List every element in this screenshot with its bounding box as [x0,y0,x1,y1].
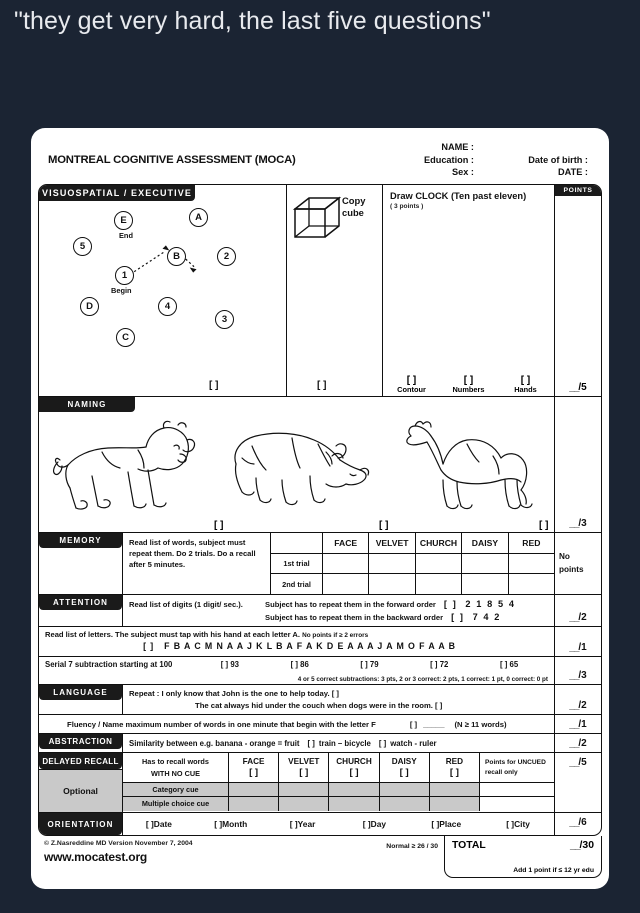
delayed-recall-word-velvet: VELVET [288,757,320,767]
attention-letters-line[interactable] [45,641,554,651]
orientation-score-value: __ /6 [569,817,586,828]
orientation-item-date[interactable] [123,819,195,829]
language-score-value: __ /2 [569,700,586,711]
clock-hands-bracket[interactable]: [ ] [520,375,531,387]
language-repeat-2[interactable]: The cat always hid under the couch when dogs were in the room. [ ] [195,701,443,711]
attention-digits-body[interactable] [123,595,555,626]
cube-icon [291,193,347,245]
category-cue-red[interactable] [430,783,480,796]
attention-backward-row[interactable] [123,612,554,622]
section-naming [39,397,601,533]
memory-trial2-velvet-cell[interactable] [369,574,415,594]
orientation-item-year[interactable] [267,819,339,829]
section-language [39,685,601,715]
footer-url[interactable]: www.mocatest.org [44,850,148,865]
memory-word-daisy: DAISY [462,533,508,553]
trail-node-E[interactable]: E [114,211,133,230]
serial-bracket-72[interactable]: [ ] [430,660,438,670]
points-header: POINTS [555,185,601,196]
serial-value-86: 86 [300,660,309,670]
delayed-recall-category-label: Category cue [123,783,229,796]
delayed-recall-velvet[interactable] [279,753,329,782]
trail-node-C[interactable]: C [116,328,135,347]
category-cue-face[interactable] [229,783,279,796]
attention-backward-text: Subject has to repeat them in the backward order [265,612,444,622]
attention-letters-body[interactable] [39,627,555,656]
trail-node-5[interactable]: 5 [73,237,92,256]
orientation-item-day[interactable] [338,819,410,829]
naming-bracket-lion[interactable]: [ ] [214,520,224,532]
section-memory [39,533,601,595]
trail-path-svg [39,185,286,396]
attention-letters-score-value: __ /1 [569,642,586,653]
language-repeat-body[interactable] [123,685,555,714]
date-field-label[interactable]: DATE : [558,167,588,178]
memory-trial1-red-cell[interactable] [509,554,554,574]
orientation-item-month[interactable] [195,819,267,829]
memory-trial1-church-cell[interactable] [416,554,462,574]
trail-end-label: End [119,231,133,241]
attention-digits-score[interactable] [555,595,601,626]
abstraction-text: Similarity between e.g. banana - orange = fruit [129,738,300,748]
delayed-recall-church[interactable] [329,753,379,782]
memory-trial1-daisy-cell[interactable] [462,554,508,574]
language-repeat-1[interactable]: Repeat : I only know that John is the one to help today. [ ] [129,689,339,699]
category-cue-spacer [480,783,554,796]
orientation-label-day: Day [370,819,387,830]
serial-value-93: 93 [230,660,239,670]
section-abstraction [39,734,601,753]
orientation-bracket-year[interactable]: [ ] [289,819,298,830]
footer-copyright: © Z.Nasreddine MD Version November 7, 2004 [44,840,193,848]
delayed-recall-optional-label: Optional [39,769,122,812]
serial-score-value: __ /3 [569,670,586,681]
name-field-label[interactable]: NAME : [441,142,474,152]
attention-letters-score[interactable] [555,627,601,656]
serial-item-72[interactable] [430,660,448,669]
naming-bracket-rhinoceros[interactable]: [ ] [379,520,389,532]
section-orientation [39,813,601,835]
memory-trial2-label: 2nd trial [271,574,323,594]
footer-normal-note: Normal ≥ 26 / 30 [386,843,438,851]
attention-forward-bracket[interactable]: [ ] [443,599,458,610]
memory-no-points-line1: No [559,552,570,562]
memory-trial2-face-cell[interactable] [323,574,369,594]
orientation-label: ORIENTATION [39,813,122,835]
clock-numbers-label: Numbers [452,385,485,395]
memory-trial1-face-cell[interactable] [323,554,369,574]
clock-contour-bracket[interactable]: [ ] [406,375,417,387]
trail-node-A[interactable]: A [189,208,208,227]
section-visuospatial [39,185,601,397]
serial-scoring-note: 4 or 5 correct subtractions: 3 pts, 2 or 3 correct: 2 pts, 1 correct: 1 pt, 0 correct: 0 pt [297,676,548,684]
multiple-cue-face[interactable] [229,797,279,811]
fluency-score-value: __ /1 [569,719,586,730]
visuospatial-label: VISUOSPATIAL / EXECUTIVE [39,185,195,201]
camel-figure [382,409,554,518]
attention-letters-sequence: F B A C M N A A J K L B A F A K D E A A A J A M O F A A B [164,641,456,652]
lion-icon [50,416,200,512]
sex-field-label[interactable]: Sex : [452,167,474,178]
attention-letters-note: No points if ≥ 2 errors [302,632,369,640]
memory-word-red: RED [522,537,541,548]
memory-trial1-label: 1st trial [271,554,323,574]
fluency-text: Fluency / Name maximum number of words in one minute that begin with the letter F [67,719,376,729]
copy-cube-area[interactable] [287,185,383,396]
rhinoceros-figure [211,409,383,518]
serial-item-93[interactable] [221,660,239,669]
clock-hands-label: Hands [514,385,537,395]
attention-forward-row[interactable] [123,599,554,609]
delayed-recall-lead [123,753,229,782]
clock-contour-label: Contour [397,385,426,395]
delayed-recall-score[interactable] [555,753,601,812]
memory-header-row [271,533,554,554]
multiple-cue-church[interactable] [329,797,379,811]
serial-item-65[interactable] [500,660,518,669]
fluency-blank[interactable]: _____ [423,719,445,729]
memory-label: MEMORY [39,533,122,548]
delayed-recall-bracket-face[interactable]: [ ] [249,767,259,779]
delayed-recall-bracket-velvet[interactable]: [ ] [299,767,309,779]
serial-row[interactable] [45,657,554,669]
delayed-recall-multiple-label: Multiple choice cue [123,797,229,811]
name-field-blank[interactable] [474,141,598,154]
points-column-visuospatial [555,185,601,396]
category-cue-velvet[interactable] [279,783,329,796]
camel-icon [393,412,543,516]
trail-node-3[interactable]: 3 [215,310,234,329]
serial-bracket-79[interactable]: [ ] [360,660,368,670]
orientation-label-year: Year [297,819,316,830]
naming-label: NAMING [39,397,135,412]
attention-forward-digits: 2 1 8 5 4 [465,599,516,610]
memory-instructions: Read list of words, subject must repeat them. Do 2 trials. Do a recall after 5 minutes. [123,533,271,594]
clock-contour-item[interactable] [383,375,440,394]
orientation-label-city: City [514,819,530,830]
abstraction-item-1: train – bicycle [318,738,371,748]
clock-numbers-bracket[interactable]: [ ] [463,375,474,387]
section-fluency [39,715,601,734]
orientation-bracket-place[interactable]: [ ] [431,819,440,830]
naming-score-value: __ /3 [569,518,586,529]
form-footer [38,836,602,878]
serial-text: Serial 7 subtraction starting at 100 [45,660,173,670]
attention-letters-text: Read list of letters. The subject must tap with his hand at each letter A. [45,630,301,640]
serial-body[interactable] [39,657,555,684]
naming-bracket-camel[interactable]: [ ] [539,520,549,532]
memory-label-cell [39,533,123,594]
delayed-recall-label-cell [39,753,123,812]
total-box[interactable] [444,836,602,878]
delayed-recall-daisy[interactable] [380,753,430,782]
trail-node-D[interactable]: D [80,297,99,316]
attention-letters-bracket[interactable]: [ ] [143,641,155,652]
education-field-label[interactable]: Education : [423,154,474,165]
orientation-score[interactable] [555,813,601,835]
section-attention-letters [39,627,601,657]
delayed-recall-category-row[interactable] [123,783,554,797]
serial-bracket-86[interactable]: [ ] [290,660,298,670]
multiple-cue-velvet[interactable] [279,797,329,811]
attention-backward-bracket[interactable]: [ ] [451,612,465,623]
orientation-label-place: Place [439,819,462,830]
fluency-score[interactable] [555,715,601,733]
attention-label-cell [39,595,123,626]
delayed-recall-bracket-church[interactable]: [ ] [349,767,359,779]
language-label-cell [39,685,123,714]
delayed-recall-grid[interactable] [123,753,555,812]
dob-field-label[interactable]: Date of birth : [528,154,588,165]
serial-value-65: 65 [509,660,519,670]
delayed-recall-multiple-choice-row[interactable] [123,797,554,811]
memory-word-grid[interactable] [271,533,555,594]
memory-trial2-row[interactable] [271,574,554,594]
section-serial-subtraction [39,657,601,685]
category-cue-church[interactable] [329,783,379,796]
fluency-note: (N ≥ 11 words) [454,719,507,729]
delayed-recall-note: Points for UNCUED recall only [480,753,554,782]
multiple-cue-red[interactable] [430,797,480,811]
delayed-recall-bracket-daisy[interactable]: [ ] [399,767,409,779]
abstraction-label-cell [39,734,123,752]
serial-bracket-65[interactable]: [ ] [499,660,508,670]
attention-forward-text: Subject has to repeat them in the forward order [265,599,436,609]
serial-values[interactable] [195,660,554,669]
lion-figure [39,409,211,518]
post-caption: "they get very hard, the last five questions" [14,7,491,35]
total-label: TOTAL [452,840,486,852]
naming-area[interactable] [39,397,555,532]
abstraction-score[interactable] [555,734,601,752]
trail-node-1[interactable]: 1 [115,266,134,285]
page-title: MONTREAL COGNITIVE ASSESSMENT (MOCA) [48,154,296,166]
delayed-recall-word-face: FACE [242,757,265,767]
memory-no-points-line2: points [559,564,584,574]
orientation-label-cell [39,813,123,835]
memory-trial2-church-cell[interactable] [416,574,462,594]
memory-word-velvet: VELVET [369,533,415,553]
trail-making-area[interactable] [39,185,287,396]
category-cue-daisy[interactable] [380,783,430,796]
section-delayed-recall [39,753,601,813]
serial-value-72: 72 [439,660,449,670]
delayed-recall-bracket-red[interactable]: [ ] [449,767,459,779]
memory-trial2-red-cell[interactable] [509,574,554,594]
draw-clock-area[interactable] [383,185,555,396]
cube-bracket[interactable]: [ ] [317,380,327,392]
language-score[interactable] [555,685,601,714]
abstraction-bracket-1[interactable]: [ ] [307,738,315,748]
cube-figure [291,193,347,250]
delayed-recall-word-daisy: DAISY [391,757,417,767]
orientation-bracket-month[interactable]: [ ] [214,819,223,830]
memory-trial2-daisy-cell[interactable] [462,574,508,594]
copy-cube-line2: cube [342,206,364,218]
delayed-recall-word-red: RED [445,757,464,767]
multiple-cue-daisy[interactable] [380,797,430,811]
serial-score[interactable] [555,657,601,684]
multiple-cue-spacer [480,797,554,811]
visuospatial-score[interactable] [555,196,601,396]
fluency-body[interactable] [39,715,555,733]
clock-title: Draw CLOCK (Ten past eleven) [390,191,527,202]
section-attention-digits [39,595,601,627]
footer-left [38,836,386,878]
rhinoceros-icon [222,416,372,512]
delayed-recall-lead-line1: Has to recall words [142,756,209,766]
naming-figures [39,409,554,518]
visuospatial-score-value: __ /5 [569,382,586,393]
trail-node-B[interactable]: B [167,247,186,266]
serial-item-79[interactable] [360,660,378,669]
memory-blank-corner [271,533,323,553]
trail-bracket[interactable]: [ ] [209,380,219,392]
clock-subtitle: ( 3 points ) [390,203,424,211]
moca-sheet [38,134,602,885]
trail-begin-label: Begin [111,286,132,296]
memory-trial1-velvet-cell[interactable] [369,554,415,574]
clock-numbers-item[interactable] [440,375,497,394]
orientation-bracket-day[interactable]: [ ] [362,819,371,830]
delayed-recall-red[interactable] [430,753,480,782]
orientation-label-month: Month [222,819,248,830]
total-bonus-note: Add 1 point if ≤ 12 yr edu [513,867,594,875]
orientation-item-city[interactable] [482,819,554,829]
serial-item-86[interactable] [291,660,309,669]
orientation-bracket-date[interactable]: [ ] [145,819,154,830]
delayed-recall-score-value: __ /5 [569,757,586,768]
total-score-value: __ /30 [570,840,594,851]
orientation-body[interactable] [123,813,555,835]
abstraction-body[interactable] [123,734,555,752]
form-header [38,134,602,184]
attention-label: ATTENTION [39,595,122,610]
abstraction-score-value: __ /2 [569,738,586,749]
moca-table [38,184,602,836]
clock-hands-item[interactable] [497,375,554,394]
orientation-bracket-city[interactable]: [ ] [506,819,515,830]
delayed-recall-face[interactable] [229,753,279,782]
abstraction-label: ABSTRACTION [39,734,122,749]
naming-score[interactable] [555,397,601,532]
serial-bracket-93[interactable]: [ ] [220,660,229,670]
orientation-item-place[interactable] [410,819,482,829]
copy-cube-label [342,195,376,218]
attention-read-digits: Read list of digits (1 digit/ sec.). [129,599,243,609]
moca-form-card [31,128,609,889]
delayed-recall-label: DELAYED RECALL [39,753,122,769]
memory-no-points [555,533,601,594]
memory-word-church: CHURCH [416,533,462,553]
orientation-label-date: Date [153,819,172,830]
abstraction-item-2: watch - ruler [390,738,437,748]
serial-value-79: 79 [369,660,379,670]
trail-diagram [39,185,286,396]
fluency-bracket[interactable]: [ ] [409,719,418,729]
delayed-recall-word-church: CHURCH [336,757,372,767]
delayed-recall-uncued-row[interactable] [123,753,554,783]
attention-backward-digits: 7 4 2 [472,612,501,623]
memory-trial1-row[interactable] [271,554,554,575]
delayed-recall-lead-line2: WITH NO CUE [150,768,201,778]
clock-scoring-row [383,375,554,394]
trail-node-2[interactable]: 2 [217,247,236,266]
attention-digits-score-value: __ /2 [569,612,586,623]
trail-node-4[interactable]: 4 [158,297,177,316]
copy-cube-line1: Copy [342,195,366,207]
language-label: LANGUAGE [39,685,122,700]
patient-fields [366,141,598,179]
abstraction-bracket-2[interactable]: [ ] [378,738,387,748]
memory-word-face: FACE [323,533,369,553]
